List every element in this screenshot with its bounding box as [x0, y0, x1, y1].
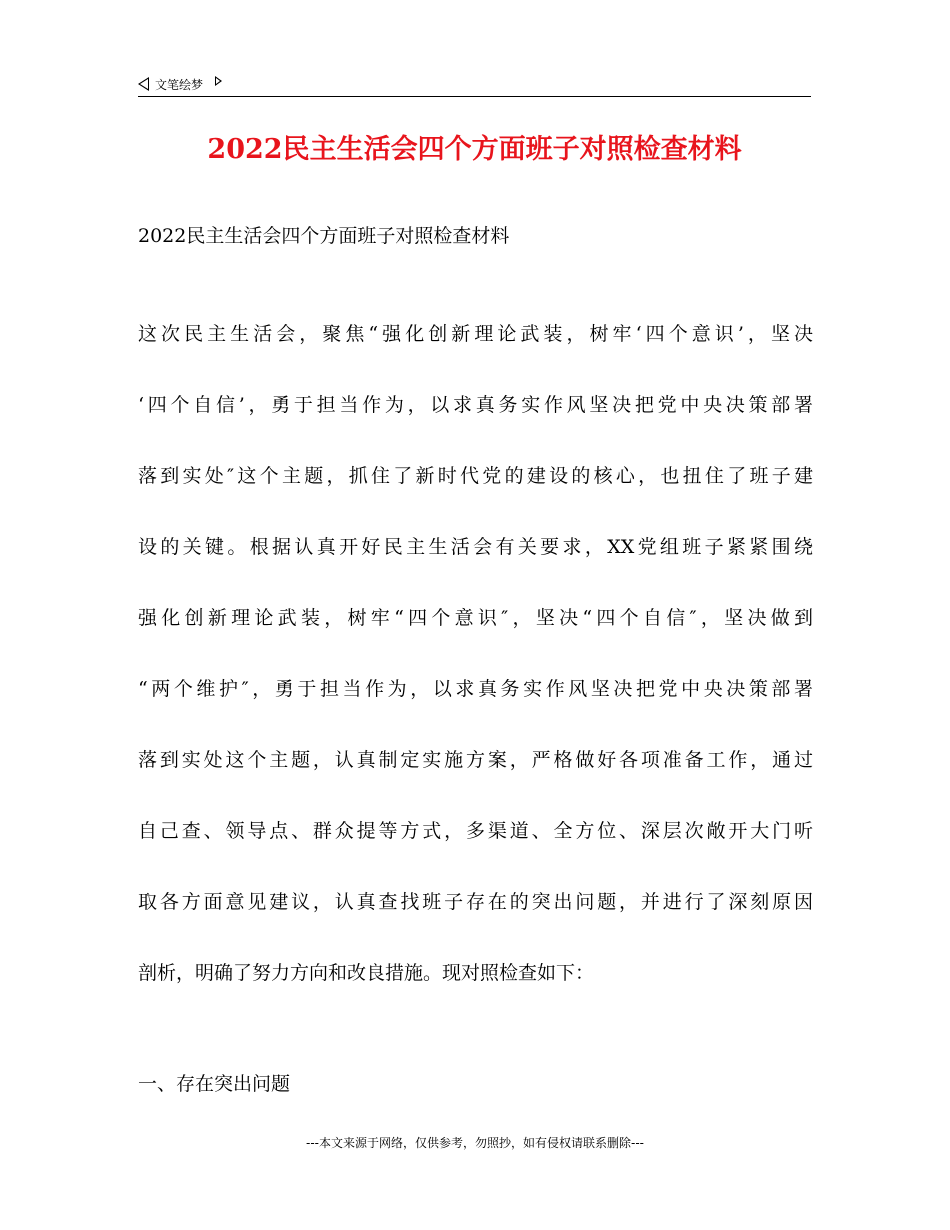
paragraph-line: 取各方面意见建议，认真查找班子存在的突出问题，并进行了深刻原因 — [138, 891, 813, 913]
paragraph-line: 设的关键。根据认真开好民主生活会有关要求，XX党组班子紧紧围绕 — [138, 536, 813, 558]
paragraph-line: 强化创新理论武装，树牢“四个意识″，坚决“四个自信″，坚决做到 — [138, 607, 813, 629]
triangle-right-icon — [215, 76, 222, 86]
triangle-left-icon — [138, 77, 149, 91]
paragraph-line: “两个维护″，勇于担当作为，以求真务实作风坚决把党中央决策部署 — [138, 678, 813, 700]
section-heading: 一、存在突出问题 — [138, 1073, 291, 1095]
document-title: 2022民主生活会四个方面班子对照检查材料 — [207, 134, 742, 165]
paragraph-line: 落到实处这个主题，认真制定实施方案，严格做好各项准备工作，通过 — [138, 749, 813, 771]
header-divider — [138, 96, 811, 97]
paragraph-line: 剖析，明确了努力方向和改良措施。现对照检查如下： — [138, 962, 595, 984]
paragraph-line: ‘四个自信’，勇于担当作为，以求真务实作风坚决把党中央决策部署 — [138, 394, 813, 416]
page-header — [138, 72, 811, 96]
paragraph-line: 落到实处″这个主题，抓住了新时代党的建设的核心，也扭住了班子建 — [138, 465, 813, 487]
header-label: 文笔绘梦 — [155, 77, 204, 92]
document-subtitle: 2022民主生活会四个方面班子对照检查材料 — [138, 225, 510, 247]
footer-notice: ---本文来源于网络，仅供参考，勿照抄，如有侵权请联系删除--- — [306, 1136, 644, 1150]
paragraph-line: 自己查、领导点、群众提等方式，多渠道、全方位、深层次敞开大门听 — [138, 820, 813, 842]
paragraph-line: 这次民主生活会，聚焦“强化创新理论武装，树牢‘四个意识’，坚决 — [138, 323, 813, 345]
